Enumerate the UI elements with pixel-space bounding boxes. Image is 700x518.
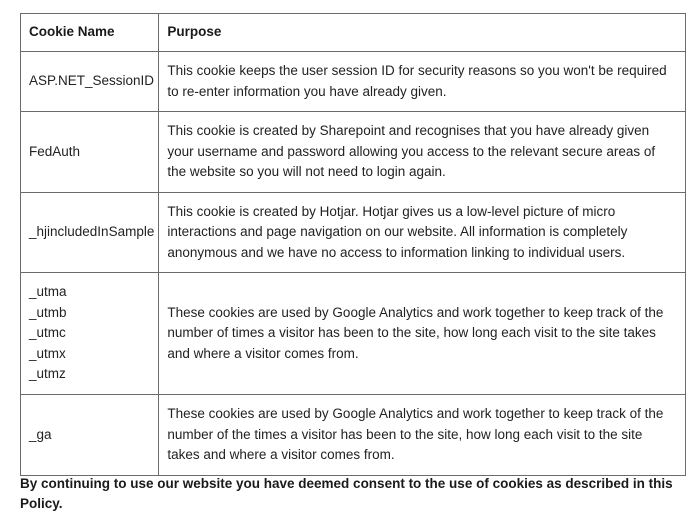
cookie-purpose: This cookie is created by Sharepoint and recognises that you have already given your username and password allowing you access to the relevant secure areas of the website so you will not need to login again. bbox=[159, 112, 686, 193]
cookie-name: _utma bbox=[29, 284, 67, 300]
cookie-name-cell bbox=[21, 273, 159, 395]
consent-note: By continuing to use our website you have deemed consent to the use of cookies as described in this Policy. bbox=[20, 476, 673, 511]
cookie-table bbox=[20, 13, 686, 476]
cookie-name-cell bbox=[21, 112, 159, 193]
cookie-purpose: This cookie is created by Hotjar. Hotjar gives us a low-level picture of micro interactions and page navigation on our website. All information is completely anonymous and we have no access to information linking to individual users. bbox=[159, 192, 686, 273]
cookie-name: _utmx bbox=[29, 345, 66, 361]
cookie-name-cell bbox=[21, 192, 159, 273]
cookie-name: _utmb bbox=[29, 304, 67, 320]
table-row bbox=[21, 192, 686, 273]
cookie-name: _ga bbox=[29, 426, 52, 442]
table-header-row bbox=[21, 14, 686, 52]
cookie-purpose: This cookie keeps the user session ID for security reasons so you won't be required to re-enter information you have already given. bbox=[159, 52, 686, 112]
cookie-name-cell bbox=[21, 52, 159, 112]
table-row bbox=[21, 112, 686, 193]
cookie-purpose: These cookies are used by Google Analytics and work together to keep track of the number of times a visitor has been to the site, how long each visit to the site takes and where a visitor comes from. bbox=[159, 273, 686, 395]
table-row bbox=[21, 52, 686, 112]
cookie-purpose: These cookies are used by Google Analytics and work together to keep track of the number of the times a visitor has been to the site, how long each visit to the site takes and where a visitor comes from. bbox=[159, 395, 686, 476]
header-purpose: Purpose bbox=[159, 14, 686, 52]
cookie-name-cell bbox=[21, 395, 159, 476]
header-cookie-name: Cookie Name bbox=[21, 14, 159, 52]
cookie-name: ASP.NET_SessionID bbox=[29, 73, 155, 89]
cookie-name: FedAuth bbox=[29, 143, 81, 159]
cookie-name: _utmc bbox=[29, 325, 66, 341]
cookie-name: _utmz bbox=[29, 366, 66, 382]
cookie-name: _hjincludedInSample bbox=[29, 224, 155, 239]
table-row bbox=[21, 395, 686, 476]
table-row bbox=[21, 273, 686, 395]
